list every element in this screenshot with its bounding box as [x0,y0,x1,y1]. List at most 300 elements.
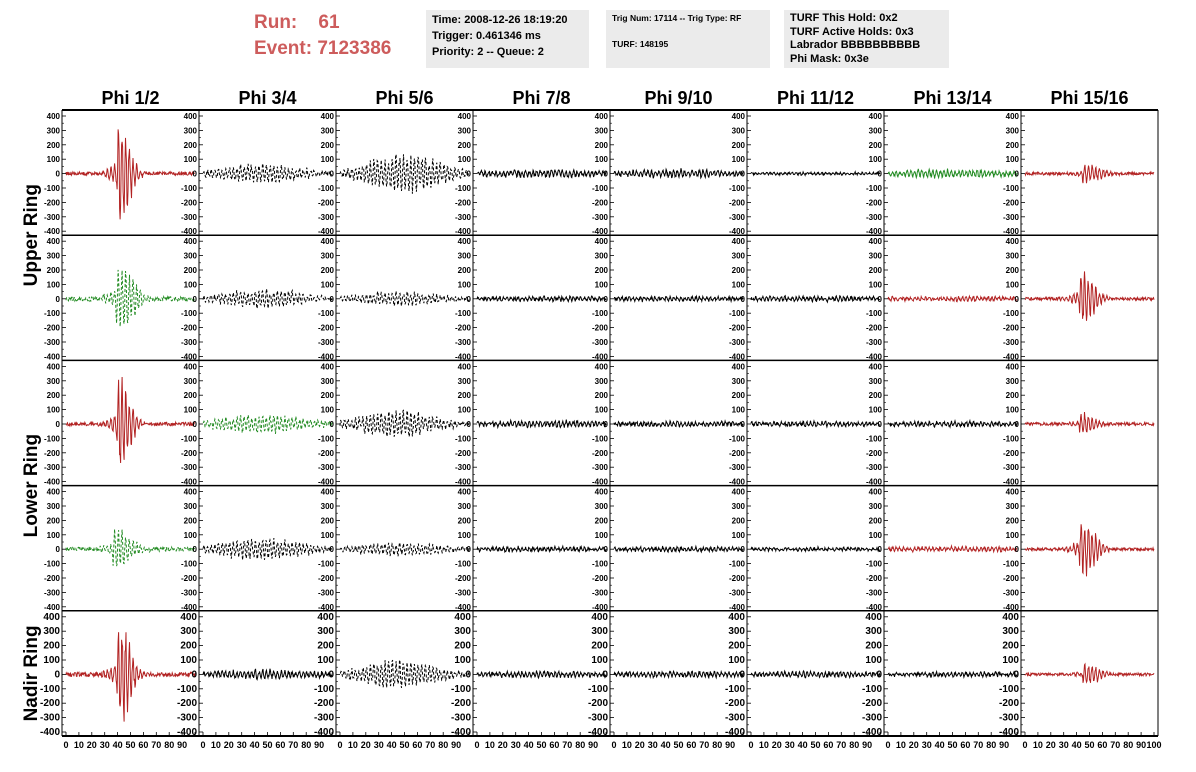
waveform-r1-c8 [1025,165,1154,183]
xtick-label: 90 [862,740,873,750]
ytick-label: -400 [1002,227,1019,237]
ytick-label: -200 [454,574,471,583]
ytick-label: 300 [591,626,608,638]
xtick-label: 90 [725,740,736,750]
ytick-label: 0 [55,169,60,179]
ytick-label: 400 [320,487,334,497]
ytick-label: 400 [46,362,60,372]
ytick-label: 400 [1005,237,1019,247]
ytick-label: 200 [868,516,882,526]
ytick-label: -100 [454,184,471,193]
waveform-r1-c6 [751,172,880,176]
ytick-label: -300 [728,588,745,598]
ytick-label: 0 [191,669,197,681]
waveform-r4-c7 [888,546,1017,552]
xtick-label: 40 [112,740,123,750]
ytick-label: 200 [183,516,197,526]
ytick-label: -400 [180,477,197,487]
ytick-label: 300 [594,126,608,136]
time-line: Time: 2008-12-26 18:19:20 [432,14,568,26]
ytick-label: -200 [587,698,608,710]
ytick-label: -200 [454,198,471,208]
ytick-label: -400 [591,602,608,612]
ytick-label: -300 [1002,463,1019,473]
xtick-label: 30 [647,740,658,750]
xtick-label: 20 [634,740,645,750]
ytick-label: -300 [454,212,471,222]
xtick-label: 90 [999,740,1010,750]
ytick-label: -400 [865,227,882,237]
ytick-label: -300 [43,463,60,473]
ytick-label: 100 [1005,530,1019,540]
ytick-label: 0 [877,420,882,429]
run-label: Run: [254,12,298,33]
ytick-label: -200 [454,448,471,458]
ytick-label: 100 [454,655,471,666]
xtick-label: 10 [621,740,632,750]
ytick-label: 100 [46,530,60,540]
xtick-label: 80 [301,740,312,750]
ytick-label: 300 [320,376,334,386]
xtick-label: 0 [337,740,343,750]
xtick-label: 70 [836,740,847,750]
ytick-label: 200 [594,516,608,526]
ytick-label: -300 [728,338,745,347]
ytick-label: -400 [180,227,197,237]
ytick-label: -300 [454,463,471,473]
xtick-label: 80 [438,740,449,750]
waveform-r4-c6 [751,547,880,552]
ytick-label: -200 [728,198,745,208]
ytick-label: -200 [861,698,882,710]
ytick-label: -200 [865,198,882,208]
ytick-label: 100 [1002,655,1019,666]
xtick-label: 40 [1071,740,1082,750]
ytick-label: 400 [320,237,334,247]
ytick-label: 200 [868,391,882,401]
ytick-label: 0 [877,294,882,304]
xtick-label: 60 [823,740,834,750]
ytick-label: 200 [731,140,745,150]
ytick-label: -100 [454,559,471,569]
ytick-label: 200 [731,266,745,275]
ytick-label: -400 [43,602,60,612]
ytick-label: 400 [731,237,745,247]
ytick-label: 0 [603,169,608,179]
ytick-label: -400 [591,227,608,237]
ytick-label: -200 [1002,198,1019,208]
ytick-label: 300 [865,626,882,638]
ytick-label: 200 [457,140,471,150]
ytick-label: -400 [587,727,608,738]
xtick-label: 80 [986,740,997,750]
ytick-label: 300 [728,626,745,638]
ytick-label: -400 [39,727,60,738]
ytick-label: -300 [317,212,334,222]
ytick-label: -100 [591,184,608,193]
ytick-label: -100 [1002,434,1019,444]
column-header: Phi 13/14 [913,88,992,108]
waveform-r2-c4 [477,296,606,302]
ytick-label: -300 [724,712,745,724]
ytick-label: 300 [317,626,334,638]
xtick-label: 60 [686,740,697,750]
ytick-label: 200 [868,266,882,275]
ytick-label: 0 [1014,420,1019,429]
ytick-label: -100 [43,184,60,193]
ytick-label: 300 [731,376,745,386]
waveform-r5-c6 [751,669,882,681]
ytick-label: 0 [602,669,608,681]
ytick-label: -200 [317,574,334,583]
ytick-label: 100 [46,280,60,290]
ytick-label: 400 [868,362,882,372]
ytick-label: -100 [454,434,471,444]
waveform-r5-c3 [340,660,469,688]
waveform-r4-c1 [66,529,195,566]
ytick-label: 200 [457,391,471,401]
ytick-label: 400 [46,487,60,497]
ytick-label: 300 [320,251,334,261]
ytick-label: -300 [591,338,608,347]
xtick-label: 30 [99,740,110,750]
ytick-label: 400 [594,112,608,121]
ytick-label: 300 [454,626,471,638]
ytick-label: -100 [865,184,882,193]
ytick-label: -200 [1002,448,1019,458]
ytick-label: 300 [46,126,60,136]
ytick-label: -200 [39,698,60,710]
ytick-label: -200 [317,198,334,208]
ytick-label: 300 [868,376,882,386]
ytick-label: 0 [876,669,882,681]
waveform-r5-c7 [888,671,1017,677]
trig-num-line: Trig Num: 17114 -- Trig Type: RF [612,13,742,23]
ytick-label: -300 [1002,212,1019,222]
ytick-label: -300 [39,712,60,724]
waveform-r3-c8 [1025,412,1154,433]
xtick-label: 90 [588,740,599,750]
ytick-label: 100 [46,155,60,165]
ytick-label: -200 [43,198,60,208]
ytick-label: 100 [868,155,882,165]
waveform-r3-c4 [477,420,606,428]
ytick-label: 400 [183,112,197,121]
ytick-label: -400 [591,352,608,362]
ytick-label: -400 [317,352,334,362]
ytick-label: 300 [1002,626,1019,638]
ytick-label: 100 [180,655,197,666]
ytick-label: 0 [55,294,60,304]
ytick-label: -200 [317,323,334,333]
ytick-label: -300 [180,588,197,598]
event-label: Event: [254,38,313,59]
waveform-r5-c1 [66,632,195,721]
waveform-r3-c1 [66,377,195,463]
ytick-label: 0 [54,669,60,681]
ytick-label: -200 [317,448,334,458]
ytick-label: 400 [591,611,608,623]
ytick-label: 0 [740,545,745,555]
ytick-label: -200 [591,574,608,583]
ytick-label: -100 [587,683,608,695]
column-header: Phi 15/16 [1050,88,1129,108]
ytick-label: -200 [998,698,1019,710]
xtick-label: 70 [1110,740,1121,750]
ytick-label: 400 [868,487,882,497]
ytick-label: -300 [1002,588,1019,598]
waveform-r1-c7 [888,169,1017,179]
xtick-label: 20 [771,740,782,750]
ytick-label: -400 [724,727,745,738]
ytick-label: 300 [868,502,882,511]
ytick-label: 100 [1005,280,1019,290]
ytick-label: 100 [591,655,608,666]
ytick-label: 100 [868,530,882,540]
ytick-label: -200 [43,448,60,458]
xtick-label: 50 [262,740,273,750]
ytick-label: -300 [728,463,745,473]
xtick-label: 70 [699,740,710,750]
ytick-label: 400 [1005,487,1019,497]
xtick-label: 30 [373,740,384,750]
ytick-label: -100 [180,434,197,444]
ytick-label: -400 [1002,352,1019,362]
ytick-label: 100 [594,405,608,415]
ytick-label: 400 [457,112,471,121]
ytick-label: -400 [180,352,197,362]
ytick-label: 200 [454,640,471,652]
xtick-label: 40 [797,740,808,750]
ytick-label: 300 [1005,502,1019,511]
xtick-label: 40 [660,740,671,750]
ytick-label: 400 [1005,112,1019,121]
ytick-label: -200 [728,448,745,458]
xtick-label: 40 [386,740,397,750]
waveform-r5-c4 [477,671,606,679]
ytick-label: 300 [180,626,197,638]
ytick-label: 400 [180,611,197,623]
trigger-line: Trigger: 0.461346 ms [432,30,541,42]
xtick-label: 0 [63,740,69,750]
ytick-label: 200 [183,266,197,275]
row-label: Upper Ring [21,184,42,287]
waveform-r5-c8 [1025,664,1154,683]
ytick-label: 0 [603,294,608,304]
ytick-label: -300 [317,588,334,598]
turf-active-line: TURF Active Holds: 0x3 [790,25,914,38]
ytick-label: -400 [454,602,471,612]
ytick-label: -200 [591,448,608,458]
ytick-label: 100 [457,280,471,290]
ytick-label: -200 [180,323,197,333]
ytick-label: -300 [591,588,608,598]
ytick-label: -100 [1002,309,1019,319]
ytick-label: -400 [454,477,471,487]
ytick-label: -200 [865,574,882,583]
xtick-label: 20 [86,740,97,750]
ytick-label: 100 [183,280,197,290]
ytick-label: 200 [180,640,197,652]
xtick-label: 10 [210,740,221,750]
xtick-label: 10 [73,740,84,750]
ytick-label: 300 [43,626,60,638]
ytick-label: 300 [457,502,471,511]
xtick-label: 40 [523,740,534,750]
ytick-label: -400 [1002,602,1019,612]
xtick-label: 60 [1097,740,1108,750]
ytick-label: -100 [728,184,745,193]
ytick-label: 100 [731,405,745,415]
ytick-label: 100 [457,155,471,165]
ytick-label: -100 [317,184,334,193]
waveform-r4-c2 [203,538,332,560]
column-header: Phi 7/8 [512,88,571,108]
ytick-label: 0 [466,294,471,304]
row-label: Lower Ring [21,433,42,538]
ytick-label: 400 [317,611,334,623]
ytick-label: -200 [1002,574,1019,583]
ytick-label: 400 [457,362,471,372]
ytick-label: -200 [43,323,60,333]
ytick-label: 300 [868,126,882,136]
waveform-r2-c7 [888,296,1017,302]
waveform-r3-c5 [614,421,743,428]
xtick-label: 0 [1022,740,1028,750]
ytick-label: 400 [594,362,608,372]
xtick-label: 80 [164,740,175,750]
ytick-label: 400 [183,237,197,247]
ytick-label: 300 [183,251,197,261]
ytick-label: -100 [865,309,882,319]
ytick-label: -200 [180,448,197,458]
ytick-label: 300 [731,502,745,511]
ytick-label: 300 [46,251,60,261]
xtick-label: 80 [712,740,723,750]
ytick-label: 200 [457,516,471,526]
ytick-label: -400 [454,227,471,237]
ytick-label: 200 [1005,516,1019,526]
ytick-label: 100 [183,155,197,165]
ytick-label: -300 [180,463,197,473]
waveform-r1-c5 [614,168,743,178]
ytick-label: 0 [1014,545,1019,555]
ytick-label: -400 [728,602,745,612]
ytick-label: -300 [865,212,882,222]
ytick-label: -100 [724,683,745,695]
ytick-label: 0 [877,545,882,555]
ytick-label: 400 [46,237,60,247]
ytick-label: -400 [313,727,334,738]
xtick-label: 80 [1123,740,1134,750]
ytick-label: 100 [868,280,882,290]
ytick-label: 0 [192,294,197,304]
xtick-label: 10 [758,740,769,750]
ytick-label: -200 [43,574,60,583]
ytick-label: -300 [591,212,608,222]
ytick-label: 100 [594,155,608,165]
ytick-label: -400 [450,727,471,738]
xtick-label: 50 [536,740,547,750]
xtick-label: 30 [921,740,932,750]
ytick-label: -400 [728,477,745,487]
xtick-label: 50 [673,740,684,750]
ytick-label: 400 [728,611,745,623]
ytick-label: -100 [865,559,882,569]
ytick-label: 400 [594,487,608,497]
waveform-r4-c4 [477,546,606,552]
waveform-r3-c7 [888,421,1017,428]
ytick-label: -100 [728,434,745,444]
ytick-label: -200 [865,323,882,333]
ytick-label: -400 [317,227,334,237]
waveform-r4-c8 [1025,524,1154,576]
ytick-label: -200 [450,698,471,710]
ytick-label: 300 [457,126,471,136]
ytick-label: 400 [46,112,60,121]
xtick-label: 30 [236,740,247,750]
ytick-label: -400 [865,602,882,612]
turf-hold-line: TURF This Hold: 0x2 [790,12,898,24]
ytick-label: 0 [329,294,334,304]
ytick-label: -300 [591,463,608,473]
ytick-label: -300 [180,338,197,347]
xtick-label: 90 [314,740,325,750]
waveform-r3-c3 [340,410,469,436]
ytick-label: 200 [1005,140,1019,150]
waveform-r1-c1 [66,129,195,219]
xtick-label: 50 [947,740,958,750]
labrador-line: Labrador BBBBBBBBBB [790,39,921,51]
ytick-label: -100 [180,559,197,569]
ytick-label: 200 [320,266,334,275]
ytick-label: 0 [740,169,745,179]
ytick-label: 0 [192,169,197,179]
ytick-label: 0 [328,669,334,681]
ytick-label: 100 [594,280,608,290]
ytick-label: 200 [320,391,334,401]
ytick-label: 200 [731,516,745,526]
ytick-label: 400 [594,237,608,247]
ytick-label: 100 [731,155,745,165]
xtick-label: 90 [451,740,462,750]
ytick-label: -300 [450,712,471,724]
ytick-label: -300 [43,338,60,347]
ytick-label: 0 [740,420,745,429]
ytick-label: -300 [865,588,882,598]
ytick-label: -300 [861,712,882,724]
ytick-label: 0 [739,669,745,681]
ytick-label: 0 [466,420,471,429]
ytick-label: -300 [317,338,334,347]
ytick-label: -400 [454,352,471,362]
ytick-label: -400 [180,602,197,612]
xtick-label: 60 [549,740,560,750]
ytick-label: 100 [183,530,197,540]
ytick-label: 200 [183,391,197,401]
ytick-label: -300 [180,212,197,222]
ytick-label: 400 [1002,611,1019,623]
ytick-label: 0 [192,545,197,555]
column-header: Phi 9/10 [644,88,713,108]
ytick-label: 100 [865,655,882,666]
waveform-r5-c5 [614,669,745,681]
ytick-label: -100 [176,683,197,695]
ytick-label: -100 [1002,559,1019,569]
waveform-r4-c5 [614,546,743,552]
xtick-label: 90 [177,740,188,750]
ytick-label: -300 [43,588,60,598]
